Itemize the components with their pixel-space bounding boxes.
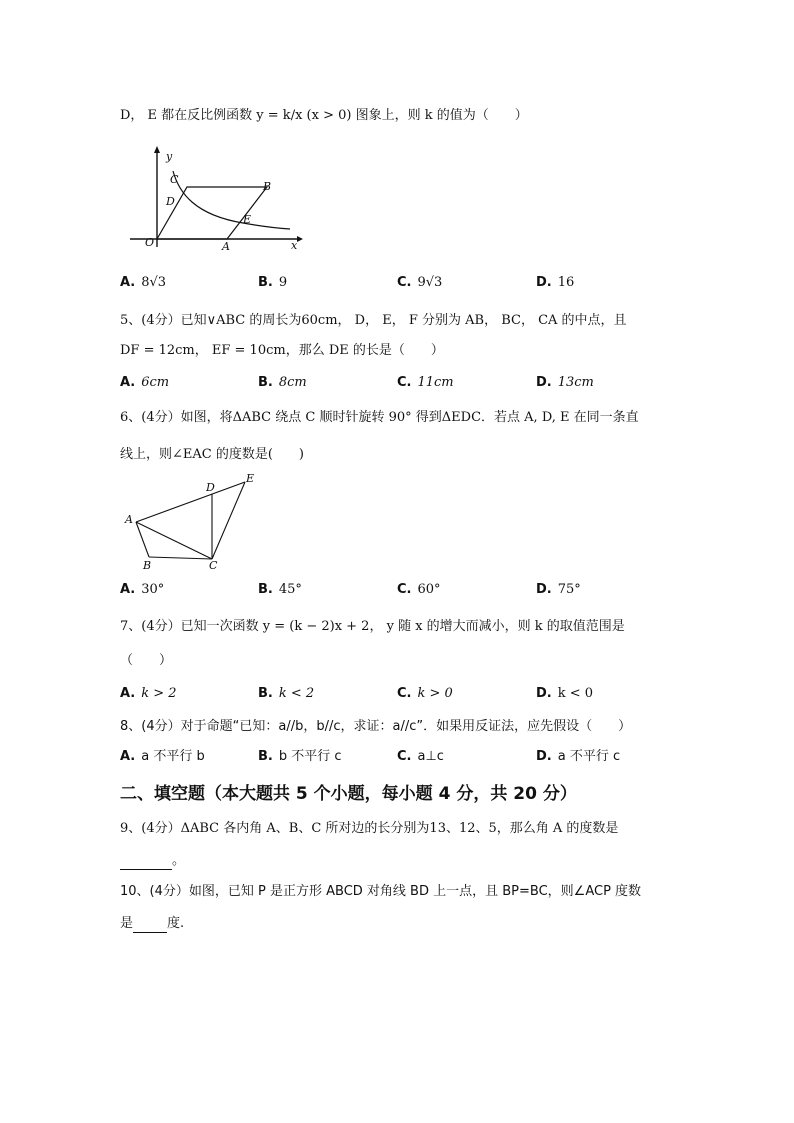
q5-option-a[interactable]: A. 6cm <box>120 375 170 390</box>
q7-option-d[interactable]: D. k < 0 <box>536 686 594 701</box>
q9-line-1: 9、(4分）ΔABC 各内角 A、B、C 所对边的长分别为13、12、5，那么角 A 的度数是 <box>120 821 619 836</box>
q4-label-c: C <box>170 173 179 186</box>
q5-line-2: DF = 12cm， EF = 10cm，那么 DE 的长是（ ） <box>120 343 444 358</box>
q6-line-2: 线上，则∠EAC 的度数是( ) <box>120 447 304 462</box>
q6-label-e: E <box>246 472 255 485</box>
q4-option-a[interactable]: A. 8√3 <box>120 275 167 290</box>
q4-label-x: x <box>291 239 298 252</box>
q6-label-c: C <box>209 559 218 572</box>
q10-answer-blank[interactable] <box>133 918 167 933</box>
q6-figure <box>118 472 268 572</box>
q4-figure <box>125 143 305 253</box>
q4-label-b: B <box>263 180 272 193</box>
q4-label-o: O <box>145 236 155 249</box>
q4-option-d[interactable]: D. 16 <box>536 275 575 290</box>
q5-option-b[interactable]: B. 8cm <box>258 375 307 390</box>
q10-line-1: 10、(4分）如图，已知 P 是正方形 ABCD 对角线 BD 上一点，且 BP=BC，则∠ACP 度数 <box>120 884 642 899</box>
q6-label-a: A <box>125 513 133 526</box>
q9-line-2: 。 <box>120 852 185 870</box>
q8-option-c[interactable]: C. a⊥c <box>397 749 444 764</box>
q4-label-a: A <box>222 240 230 253</box>
q8-option-b[interactable]: B. b 不平行 c <box>258 749 342 764</box>
q7-option-b[interactable]: B. k < 2 <box>258 686 315 701</box>
q6-line-1: 6、(4分）如图，将ΔABC 绕点 C 顺时针旋转 90° 得到ΔEDC．若点 A, D, E 在同一条直 <box>120 410 639 425</box>
q10-line-2: 是 度. <box>120 916 185 931</box>
q7-option-a[interactable]: A. k > 2 <box>120 686 177 701</box>
q5-option-d[interactable]: D. 13cm <box>536 375 594 390</box>
q7-line-2: （ ） <box>120 653 173 668</box>
q6-option-d[interactable]: D. 75° <box>536 582 581 597</box>
q6-label-b: B <box>143 559 152 572</box>
q9-answer-blank[interactable] <box>120 855 172 870</box>
q5-line-1: 5、(4分）已知∨ABC 的周长为60cm， D， E， F 分别为 AB， BC， CA 的中点，且 <box>120 313 627 328</box>
q6-option-a[interactable]: A. 30° <box>120 582 165 597</box>
q4-stem: D， E 都在反比例函数 y = k/x (x > 0) 图象上，则 k 的值为（ ） <box>120 108 528 123</box>
q8-option-a[interactable]: A. a 不平行 b <box>120 749 205 764</box>
q4-label-e: E <box>243 213 252 226</box>
section-heading: 二、填空题（本大题共 5 个小题，每小题 4 分，共 20 分） <box>120 784 577 804</box>
q6-option-c[interactable]: C. 60° <box>397 582 441 597</box>
q4-label-d: D <box>166 195 175 208</box>
q4-option-b[interactable]: B. 9 <box>258 275 288 290</box>
q8-line-1: 8、(4分）对于命题“已知：a//b，b//c，求证：a//c”．如果用反证法，应先假设（ ） <box>120 719 632 734</box>
q8-option-d[interactable]: D. a 不平行 c <box>536 749 621 764</box>
q5-option-c[interactable]: C. 11cm <box>397 375 454 390</box>
q7-option-c[interactable]: C. k > 0 <box>397 686 453 701</box>
q6-label-d: D <box>206 481 215 494</box>
q4-option-c[interactable]: C. 9√3 <box>397 275 443 290</box>
q6-option-b[interactable]: B. 45° <box>258 582 302 597</box>
q7-line-1: 7、(4分）已知一次函数 y = (k − 2)x + 2， y 随 x 的增大而减小，则 k 的取值范围是 <box>120 619 625 634</box>
q4-label-y: y <box>166 150 173 163</box>
